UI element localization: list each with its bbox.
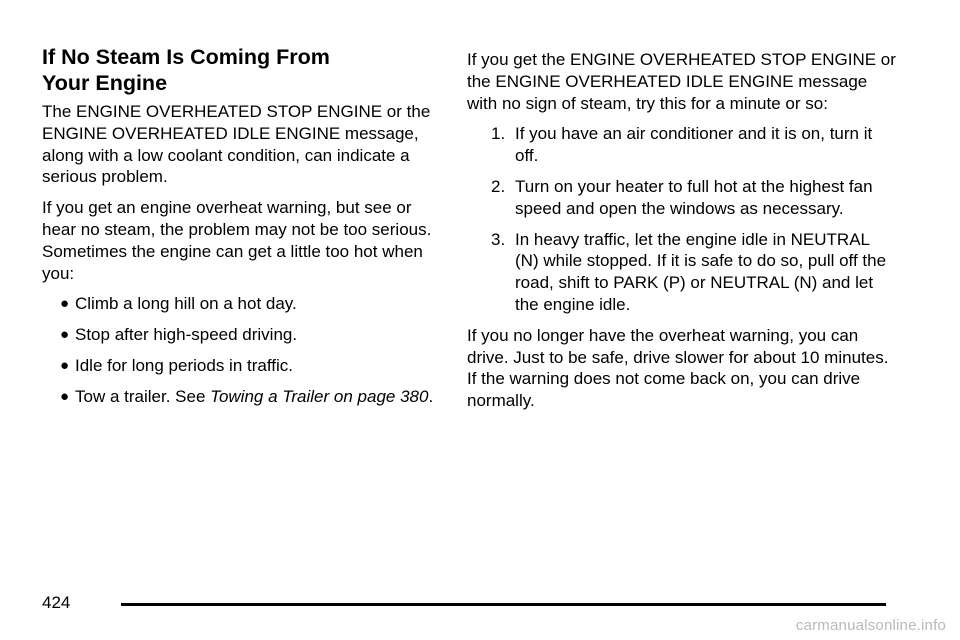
page-number: 424 [42,593,71,612]
cross-reference-link[interactable]: Towing a Trailer on page 380 [210,386,429,406]
step-item [467,123,897,167]
list-item: ● Idle for long periods in traffic. [60,355,293,375]
bullet-icon: ● [60,356,70,374]
left-column [42,44,444,417]
step-number: 3. [491,229,506,249]
right-column [467,49,897,421]
list-item: ● Tow a trailer. See Towing a Trailer on page 380. [60,386,434,406]
paragraph-closing: If you no longer have the overheat warning, you can drive. Just to be safe, drive slower for about 10 minutes. If the warning does not come back on, you can drive normally. [467,325,889,411]
steps-list [467,123,897,315]
step-number: 1. [491,124,506,144]
list-item: ● Climb a long hill on a hot day. [60,294,297,314]
step-number: 2. [491,176,506,196]
step-item [467,229,897,316]
step-text: In heavy traffic, let the engine idle in NEUTRAL (N) while stopped. If it is safe to do so, pull off the road, shift to PARK (P) or NEUTRAL (N) and let the engine idle. [515,229,887,314]
section-heading: If No Steam Is Coming From Your Engine [42,45,330,95]
footer-divider [121,603,886,606]
step-item [467,176,897,220]
paragraph-no-steam: If you get an engine overheat warning, but see or hear no steam, the problem may not be too serious. Sometimes the engine can get a little too hot when you: [42,198,432,283]
step-text: If you have an air conditioner and it is on, turn it off. [515,124,873,166]
bullet-icon: ● [60,295,70,313]
conditions-list [42,293,444,407]
watermark: carmanualsonline.info [795,617,946,634]
paragraph-intro: If you get the ENGINE OVERHEATED STOP ENGINE or the ENGINE OVERHEATED IDLE ENGINE message with no sign of steam, try this for a minute or so: [467,50,896,113]
bullet-icon: ● [60,387,70,405]
bullet-icon: ● [60,326,70,344]
list-item: ● Stop after high-speed driving. [60,325,298,345]
step-text: Turn on your heater to full hot at the highest fan speed and open the windows as necessary. [515,176,873,218]
paragraph-serious-problem: The ENGINE OVERHEATED STOP ENGINE or the ENGINE OVERHEATED IDLE ENGINE message, along with a low coolant condition, can indicate a serious problem. [42,102,431,187]
